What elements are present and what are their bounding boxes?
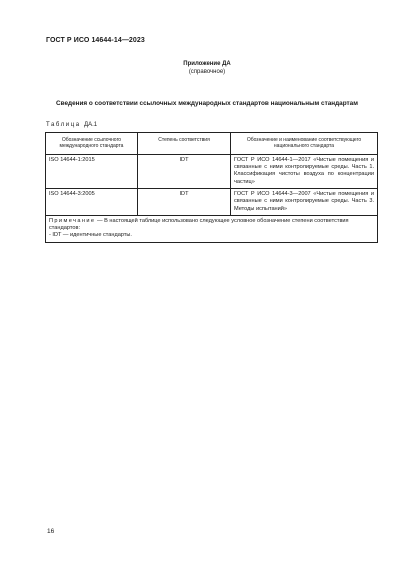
cell-standard: ISO 14644-1:2015: [46, 154, 138, 188]
table-caption: [46, 122, 97, 128]
note-label: Примечание: [49, 217, 96, 224]
table-header-row: [46, 133, 378, 155]
document-header: ГОСТ Р ИСО 14644-14—2023: [46, 37, 145, 44]
table-row: [46, 189, 378, 216]
cell-degree: IDT: [138, 189, 231, 216]
cell-standard: ISO 14644-3:2005: [46, 189, 138, 216]
cell-national: ГОСТ Р ИСО 14644-3—2007 «Чистые помещения и связанные с ними контролируемые среды. Часть 3. Методы испытаний»: [231, 189, 378, 216]
table-note: [46, 215, 378, 242]
appendix-subtitle: (справочное): [188, 69, 226, 75]
table-note-row: [46, 215, 378, 242]
appendix-title: Приложение ДА: [183, 61, 231, 67]
cell-national: ГОСТ Р ИСО 14644-1—2017 «Чистые помещения и связанные с ними контролируемые среды. Часть 1. Классификация чистоты воздуха по концентрации частиц»: [231, 154, 378, 188]
reference-table: [45, 132, 378, 243]
table-caption-number: ДА.1: [84, 122, 98, 128]
table-caption-word: Таблица: [46, 122, 81, 128]
header-cell-degree: Степень соответствия: [138, 133, 231, 155]
note-item: - IDT — идентичные стандарты.: [49, 232, 132, 239]
cell-degree: IDT: [138, 154, 231, 188]
header-cell-standard: Обозначение ссылочного международного стандарта: [46, 133, 138, 155]
page-number: 16: [47, 528, 55, 535]
header-cell-national: Обозначение и наименование соответствующего национального стандарта: [231, 133, 378, 155]
table-row: [46, 154, 378, 188]
note-text: — В настоящей таблице использовано следующее условное обозначение степени соответствия стандартов:: [49, 217, 349, 232]
appendix-block: [0, 60, 414, 76]
section-heading: Сведения о соответствии ссылочных международных стандартов национальным стандартам: [56, 100, 358, 107]
